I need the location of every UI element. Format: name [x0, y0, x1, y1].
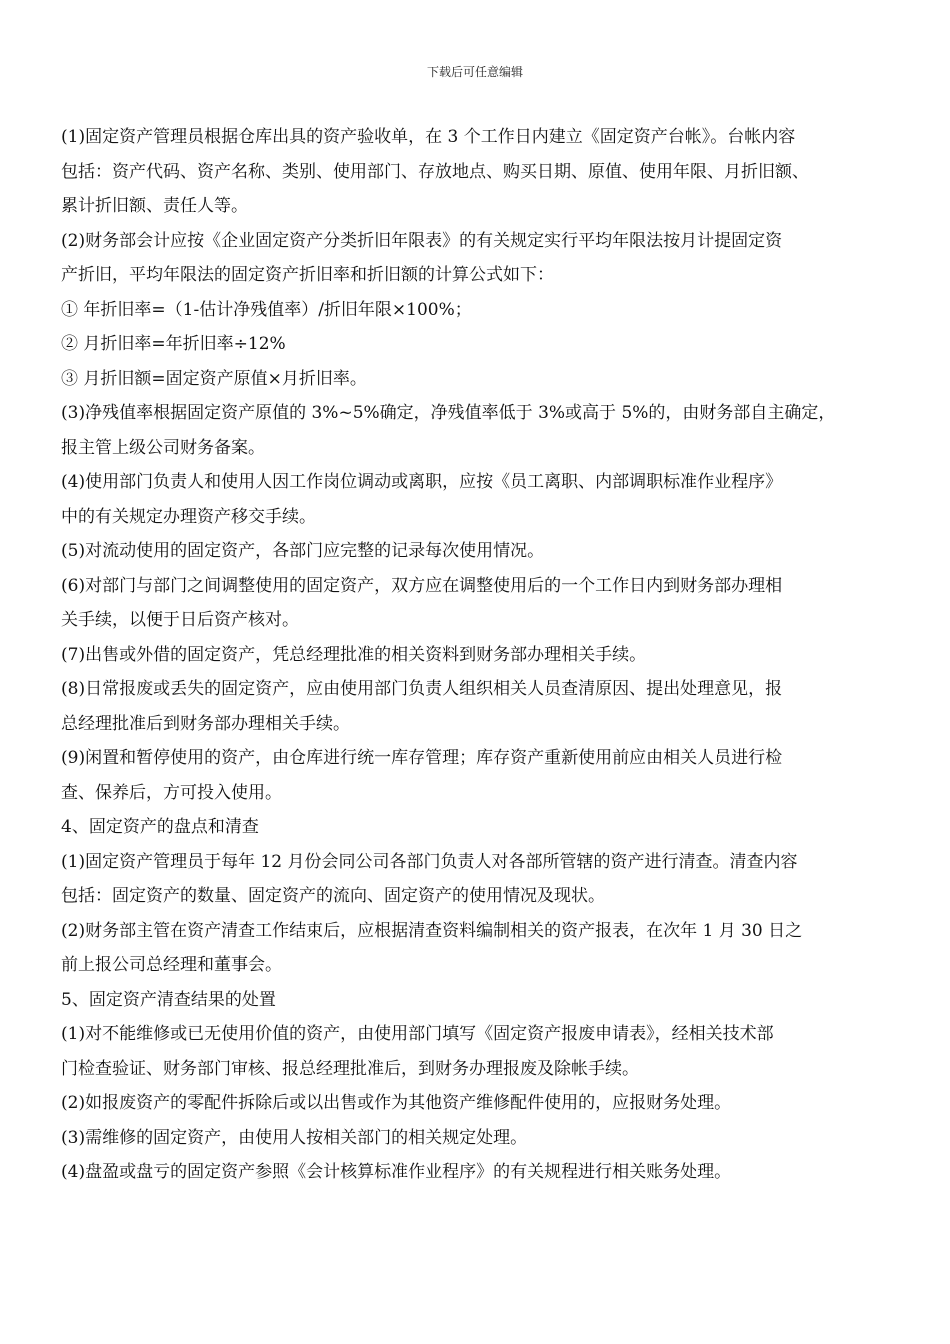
text-line: 累计折旧额、责任人等。 [61, 196, 248, 216]
text-line: (7)出售或外借的固定资产，凭总经理批准的相关资料到财务部办理相关手续。 [61, 644, 647, 665]
text-line: (8)日常报废或丢失的固定资产，应由使用部门负责人组织相关人员查清原因、提出处理意见，报 [61, 679, 783, 699]
text-line: (9)闲置和暂停使用的资产，由仓库进行统一库存管理；库存资产重新使用前应由相关人员进行检 [61, 748, 783, 768]
text-line: 中的有关规定办理资产移交手续。 [61, 506, 316, 527]
text-line: (5)对流动使用的固定资产，各部门应完整的记录每次使用情况。 [61, 541, 545, 561]
text-line: 门检查验证、财务部门审核、报总经理批准后，到财务办理报废及除帐手续。 [61, 1058, 639, 1079]
text-line: 产折旧，平均年限法的固定资产折旧率和折旧额的计算公式如下： [61, 265, 554, 285]
text-line: 总经理批准后到财务部办理相关手续。 [61, 713, 350, 734]
text-line: (1)对不能维修或已无使用价值的资产，由使用部门填写《固定资产报废申请表》，经相关技术部 [61, 1024, 774, 1044]
text-line: 前上报公司总经理和董事会。 [61, 955, 282, 975]
text-line: 包括：固定资产的数量、固定资产的流向、固定资产的使用情况及现状。 [61, 886, 605, 906]
text-line: 包括：资产代码、资产名称、类别、使用部门、存放地点、购买日期、原值、使用年限、月折旧额、 [61, 161, 809, 182]
section-heading: 5、固定资产清查结果的处置 [61, 989, 276, 1010]
document-body [61, 120, 893, 1190]
section-heading: 4、固定资产的盘点和清查 [61, 817, 259, 837]
text-line: (3)净残值率根据固定资产原值的 3%~5%确定，净残值率低于 3%或高于 5%的，由财务部自主确定， [61, 403, 836, 423]
text-line: (4)使用部门负责人和使用人因工作岗位调动或离职，应按《员工离职、内部调职标准作业程序》 [61, 472, 783, 492]
text-line: (2)财务部主管在资产清查工作结束后，应根据清查资料编制相关的资产报表，在次年 1 月 30 日之 [61, 920, 803, 941]
formula-line: ① 年折旧率=（1-估计净残值率）/折旧年限×100%； [61, 299, 472, 320]
text-line: (2)如报废资产的零配件拆除后或以出售或作为其他资产维修配件使用的，应报财务处理。 [61, 1093, 732, 1113]
text-line: (2)财务部会计应按《企业固定资产分类折旧年限表》的有关规定实行平均年限法按月计提固定资 [61, 230, 783, 251]
formula-line: ② 月折旧率=年折旧率÷12% [61, 334, 286, 354]
text-line: (4)盘盈或盘亏的固定资产参照《会计核算标准作业程序》的有关规程进行相关账务处理。 [61, 1162, 732, 1182]
text-line: 关手续，以便于日后资产核对。 [61, 610, 299, 630]
text-line: (3)需维修的固定资产，由使用人按相关部门的相关规定处理。 [61, 1127, 528, 1148]
text-line: (6)对部门与部门之间调整使用的固定资产，双方应在调整使用后的一个工作日内到财务部办理相 [61, 575, 783, 596]
text-line: (1)固定资产管理员于每年 12 月份会同公司各部门负责人对各部所管辖的资产进行清查。清查内容 [61, 851, 798, 872]
text-line: (1)固定资产管理员根据仓库出具的资产验收单，在 3 个工作日内建立《固定资产台帐》。台帐内容 [61, 127, 796, 147]
page-header: 下载后可任意编辑 [426, 65, 523, 79]
text-line: 查、保养后，方可投入使用。 [61, 782, 282, 803]
text-line: 报主管上级公司财务备案。 [61, 437, 265, 458]
formula-line: ③ 月折旧额=固定资产原值×月折旧率。 [61, 368, 367, 389]
